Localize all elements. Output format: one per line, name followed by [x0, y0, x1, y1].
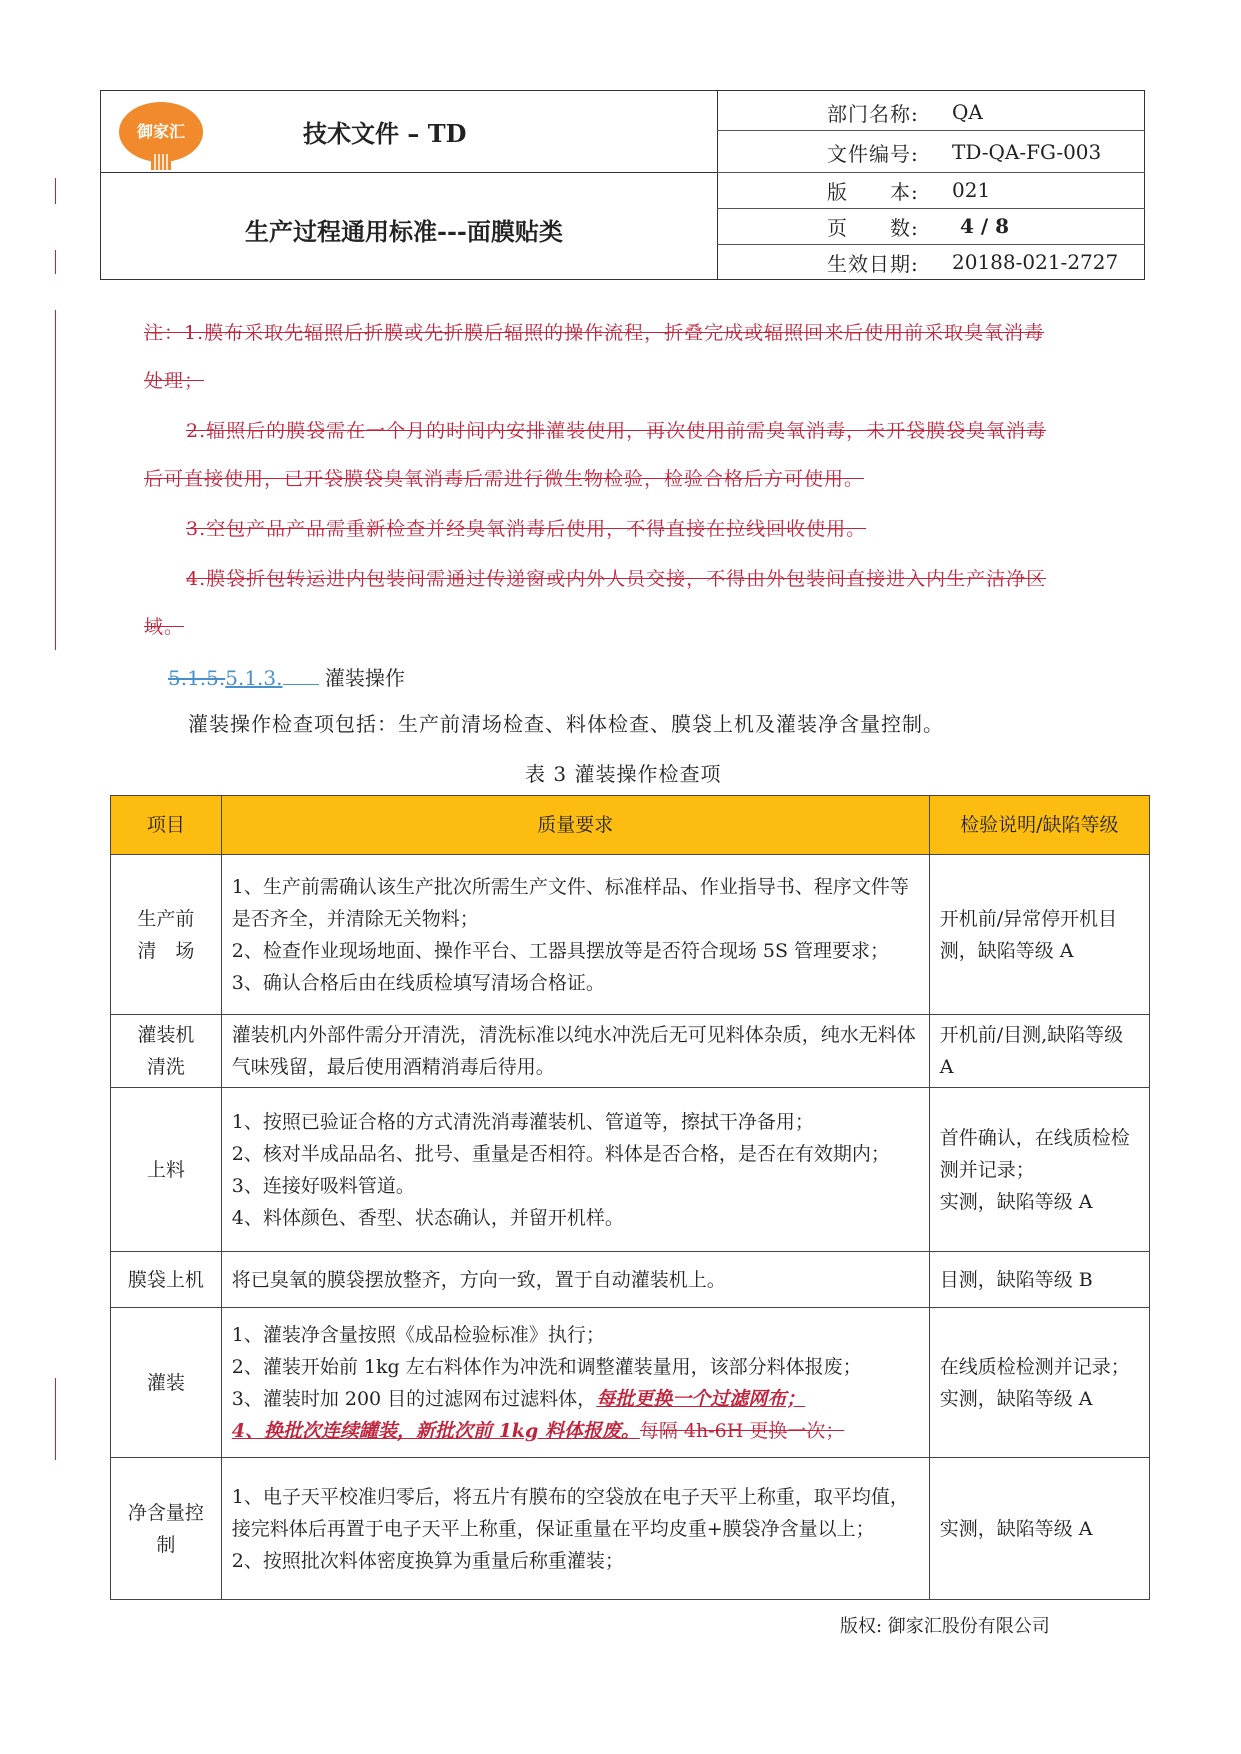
requirement-line: 3、连接好吸料管道。 — [231, 1174, 415, 1197]
revision-bar — [55, 1378, 56, 1460]
table-row — [111, 1308, 1150, 1458]
requirement-line: 灌装机内外部件需分开清洗，清洗标准以纯水冲洗后无可见料体杂质，纯水无料体气味残留，最后使用酒精消毒后待用。 — [231, 1024, 916, 1078]
copyright-footer: 版权: 御家汇股份有限公司 — [840, 1616, 1050, 1637]
row-item: 上料 — [111, 1088, 222, 1252]
row-item: 生产前 清 场 — [111, 855, 222, 1015]
note-line: 2.辐照后的膜袋需在一个月的时间内安排灌装使用，再次使用前需臭氧消毒，未开袋膜袋臭氧消毒 — [186, 420, 1047, 442]
logo-text: 御家汇 — [136, 122, 186, 141]
doc-type: 技术文件 – TD — [303, 119, 467, 148]
doc-title: 生产过程通用标准---面膜贴类 — [245, 217, 563, 246]
row-item: 灌装 — [111, 1308, 222, 1458]
col-header-note: 检验说明/缺陷等级 — [929, 796, 1149, 855]
table-row — [111, 1252, 1150, 1308]
table-header-row — [111, 796, 1150, 855]
meta-label: 文件编号: — [827, 141, 919, 166]
meta-effective-date — [717, 244, 1145, 280]
requirement-line: 3、灌装时加 200 目的过滤网布过滤料体，每批更换一个过滤网布； — [231, 1387, 806, 1410]
table-row — [111, 855, 1150, 1015]
meta-label: 生效日期: — [827, 251, 919, 276]
requirement-line: 1、电子天平校准归零后，将五片有膜布的空袋放在电子天平上称重，取平均值，接完料体后再置于电子天平上称重，保证重量在平均皮重+膜袋净含量以上； — [231, 1485, 909, 1540]
table-caption: 表 3 灌装操作检查项 — [525, 762, 722, 786]
row-item: 膜袋上机 — [111, 1252, 222, 1308]
note-line: 域。 — [144, 616, 185, 638]
revision-bar — [55, 178, 56, 204]
meta-value: TD-QA-FG-003 — [952, 140, 1102, 164]
col-header-requirements: 质量要求 — [221, 796, 929, 855]
note-line: 处理； — [144, 370, 205, 392]
meta-doc-number — [717, 134, 1145, 170]
row-item: 灌装机 清洗 — [111, 1015, 222, 1088]
table-row — [111, 1015, 1150, 1088]
section-number-new: 5.1.3. — [225, 666, 283, 690]
requirement-line: 1、按照已验证合格的方式清洗消毒灌装机、管道等，擦拭干净备用； — [231, 1110, 814, 1133]
row-note: 开机前/异常停开机目测，缺陷等级 A — [929, 855, 1149, 1015]
row-requirements — [221, 1458, 929, 1600]
requirement-line: 3、确认合格后由在线质检填写清场合格证。 — [231, 971, 605, 994]
section-number-old: 5.1.5. — [168, 666, 226, 690]
meta-divider — [717, 130, 1145, 131]
meta-value: QA — [952, 100, 983, 124]
note-line: 3.空包产品产品需重新检查并经臭氧消毒后使用，不得直接在拉线回收使用。 — [186, 518, 867, 540]
col-header-item: 项目 — [111, 796, 222, 855]
row-item: 净含量控 制 — [111, 1458, 222, 1600]
section-title: 灌装操作 — [324, 666, 405, 690]
row-requirements — [221, 1252, 929, 1308]
company-logo — [115, 100, 207, 172]
requirement-line — [232, 1415, 919, 1447]
requirement-line: 2、核对半成品品名、批号、重量是否相符。料体是否合格，是否在有效期内； — [231, 1142, 890, 1165]
requirement-line: 2、按照批次料体密度换算为重量后称重灌装； — [231, 1549, 624, 1572]
table-row — [111, 1458, 1150, 1600]
deleted-text: 每隔 4h-6H 更换一次； — [639, 1419, 845, 1442]
meta-version — [717, 172, 1145, 208]
note-line: 后可直接使用，已开袋膜袋臭氧消毒后需进行微生物检验，检验合格后方可使用。 — [144, 468, 865, 490]
row-note: 目测，缺陷等级 B — [929, 1252, 1149, 1308]
row-requirements — [221, 1308, 929, 1458]
note-line: 注：1.膜布采取先辐照后折膜或先折膜后辐照的操作流程，折叠完成或辐照回来后使用前采取臭氧消毒 — [144, 322, 1045, 344]
revision-bar — [55, 310, 56, 650]
meta-value: 20188-021-2727 — [952, 250, 1119, 274]
row-note: 首件确认，在线质检检测并记录； 实测，缺陷等级 A — [929, 1088, 1149, 1252]
requirement-line: 2、检查作业现场地面、操作平台、工器具摆放等是否符合现场 5S 管理要求； — [231, 939, 890, 962]
row-requirements — [221, 1015, 929, 1088]
requirement-line: 1、灌装净含量按照《成品检验标准》执行； — [231, 1323, 605, 1346]
row-requirements — [221, 855, 929, 1015]
header-divider — [100, 172, 717, 173]
requirement-line: 将已臭氧的膜袋摆放整齐，方向一致，置于自动灌装机上。 — [231, 1268, 726, 1291]
row-note: 实测，缺陷等级 A — [929, 1458, 1149, 1600]
table-row — [111, 1088, 1150, 1252]
meta-label: 页 数: — [827, 215, 919, 240]
requirement-line: 1、生产前需确认该生产批次所需生产文件、标准样品、作业指导书、程序文件等是否齐全，并清除无关物料； — [231, 875, 909, 930]
meta-value: 4 / 8 — [960, 214, 1010, 238]
row-note: 开机前/目测,缺陷等级 A — [929, 1015, 1149, 1088]
meta-pages — [717, 208, 1145, 244]
section-heading — [168, 662, 405, 691]
requirement-line: 2、灌装开始前 1kg 左右料体作为冲洗和调整灌装量用，该部分料体报废； — [231, 1355, 862, 1378]
meta-value: 021 — [952, 178, 991, 202]
meta-label: 版 本: — [827, 179, 919, 204]
inspection-table — [110, 795, 1150, 1600]
meta-label: 部门名称: — [827, 101, 919, 126]
row-note: 在线质检检测并记录； 实测，缺陷等级 A — [929, 1308, 1149, 1458]
intro-paragraph: 灌装操作检查项包括：生产前清场检查、料体检查、膜袋上机及灌装净含量控制。 — [188, 712, 944, 736]
meta-dept — [717, 94, 1145, 130]
inserted-text: 每批更换一个过滤网布； — [596, 1387, 806, 1410]
note-line: 4.膜袋折包转运进内包装间需通过传递窗或内外人员交接，不得由外包装间直接进入内生产洁净区 — [186, 568, 1047, 590]
inserted-text: 4、换批次连续罐装，新批次前 1kg 料体报废。 — [231, 1419, 640, 1442]
requirement-line: 4、料体颜色、香型、状态确认，并留开机样。 — [231, 1206, 624, 1229]
revision-bar — [55, 250, 56, 274]
row-requirements — [221, 1088, 929, 1252]
